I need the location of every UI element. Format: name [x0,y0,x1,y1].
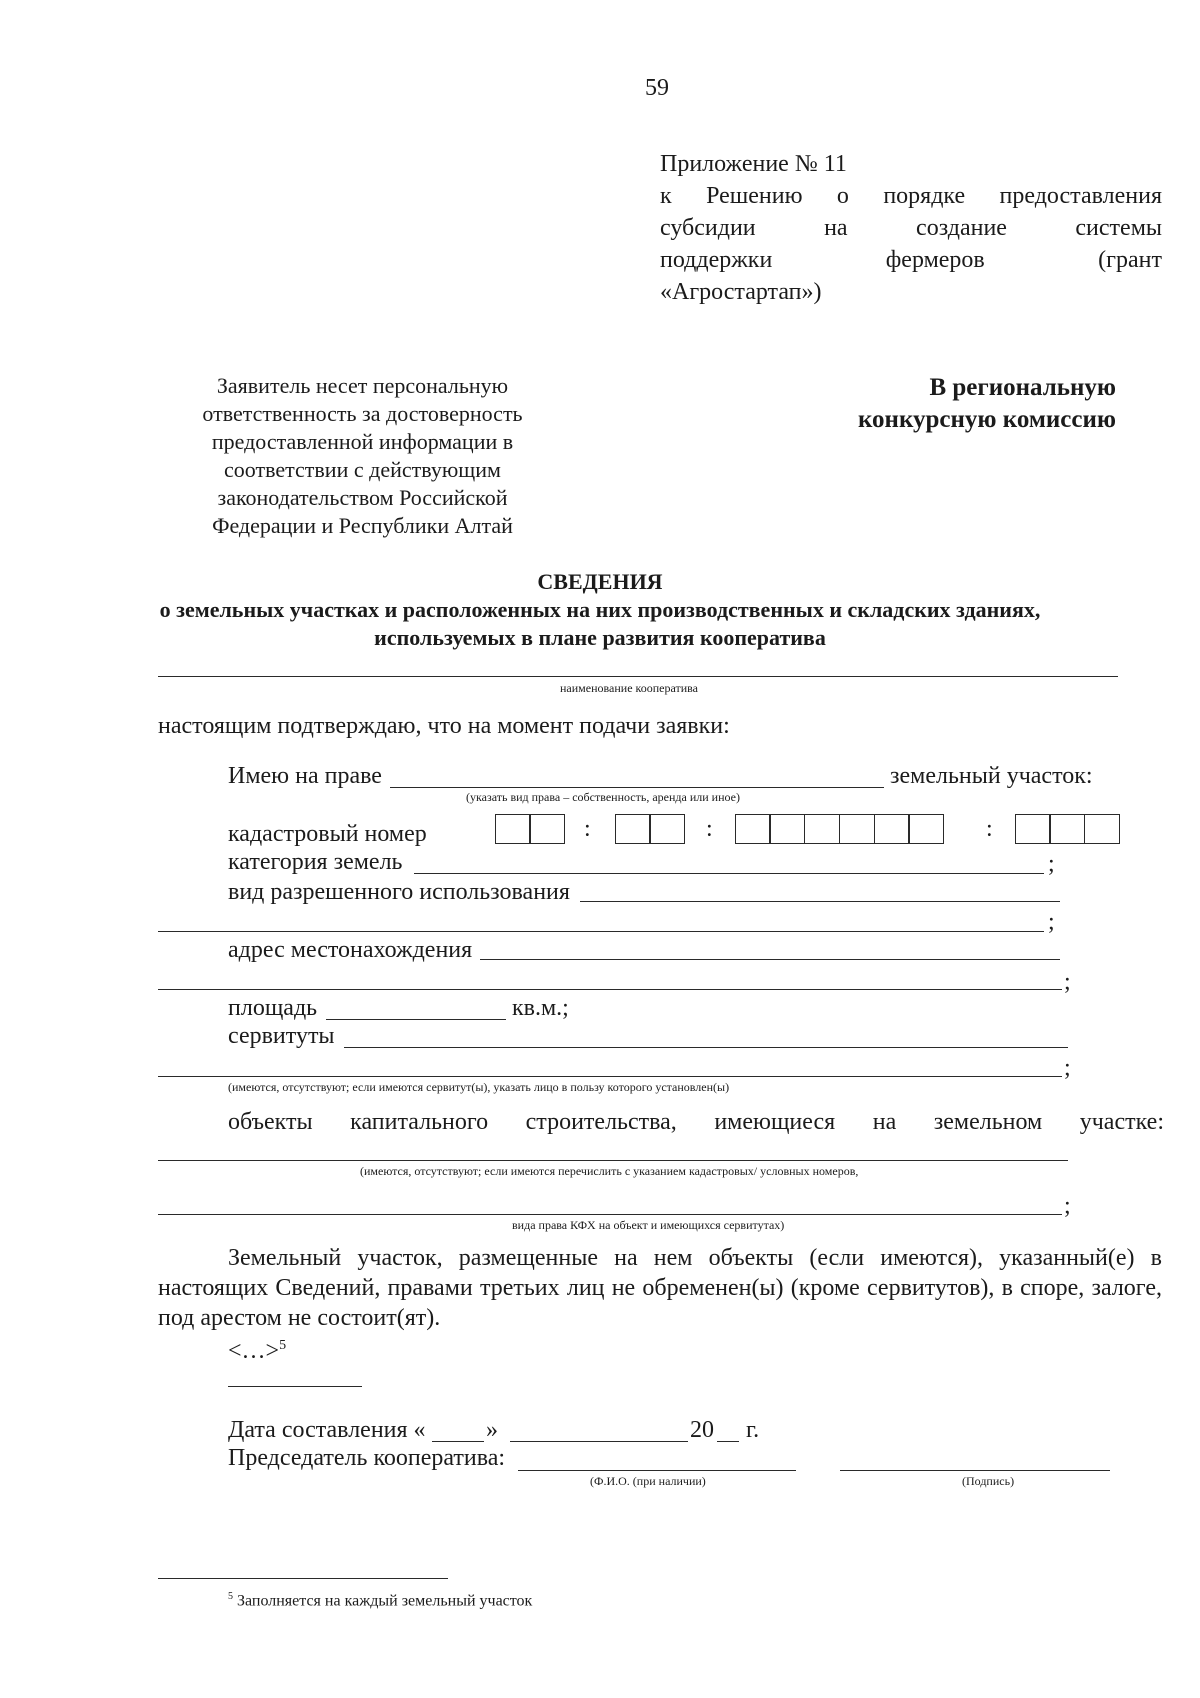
footnote-number: 5 [228,1591,233,1602]
fio-caption: (Ф.И.О. (при наличии) [590,1474,706,1488]
cadastral-cell[interactable] [529,814,565,844]
ellipsis-marker [228,1330,286,1367]
objects-word: объекты [228,1109,313,1135]
note-line: ответственность за достоверность [202,401,523,426]
chairman-name-field[interactable] [518,1470,796,1471]
responsibility-note [160,372,565,540]
ellipsis-text: <…> [228,1338,280,1364]
right-suffix: земельный участок: [890,763,1093,789]
cadastral-group-4[interactable] [1016,814,1120,844]
area-unit: кв.м.; [512,995,569,1021]
page-number: 59 [645,75,669,101]
statement-line-2: настоящих Сведений, правами третьих лиц не обременен(ы) (кроме сервитутов), в споре, залоге, [158,1275,1162,1301]
objects-word: строительства, [525,1109,677,1135]
footnote-reference: 5 [279,1338,287,1353]
address-field-continued[interactable] [158,989,1062,990]
note-line: Федерации и Республики Алтай [212,513,513,538]
objects-word: капитального [350,1109,489,1135]
date-month-field[interactable] [510,1441,688,1442]
date-year-suffix: г. [746,1417,760,1443]
servitudes-label: сервитуты [228,1023,335,1049]
date-close-quote: » [486,1417,498,1443]
land-category-field[interactable] [414,873,1044,874]
note-line: Заявитель несет персональную [216,373,509,398]
chairman-label: Председатель кооператива: [228,1445,506,1471]
objects-word: земельном [933,1109,1043,1135]
cadastral-cell[interactable] [839,814,875,844]
footnote-separator [158,1578,448,1579]
objects-field[interactable] [158,1160,1068,1161]
objects-label [228,1106,1164,1138]
objects-caption-2: вида права КФХ на объект и имеющихся сервитутах) [512,1218,785,1232]
servitudes-caption: (имеются, отсутствуют; если имеются сервитут(ы), указать лицо в пользу которого установлен(ы) [228,1080,730,1094]
cadastral-cell[interactable] [495,814,531,844]
semicolon: ; [1064,1193,1071,1219]
intro-text: настоящим подтверждаю, что на момент подачи заявки: [158,713,730,739]
right-type-field[interactable] [390,787,884,788]
statement-line-1: Земельный участок, размещенные на нем объекты (если имеются), указанный(е) в [228,1245,1162,1271]
appendix-title: Приложение № 11 [660,151,847,177]
cadastral-cell[interactable] [874,814,910,844]
semicolon: ; [1048,909,1055,935]
permitted-use-field-continued[interactable] [158,931,1044,932]
permitted-use-field[interactable] [580,901,1060,902]
right-caption: (указать вид права – собственность, аренда или иное) [466,790,740,804]
cadastral-cell[interactable] [735,814,771,844]
chairman-signature-field[interactable] [840,1470,1110,1471]
appendix-line-2: субсидии на создание системы [660,215,1162,241]
separator-line [228,1386,362,1387]
date-year-prefix: 20 [690,1417,714,1443]
semicolon: ; [1048,851,1055,877]
note-line: предоставленной информации в [211,429,514,454]
objects-caption-1: (имеются, отсутствуют; если имеются перечислить с указанием кадастровых/ условных номеров, [360,1164,859,1178]
cadastral-label: кадастровый номер [228,821,427,847]
note-line: соответствии с действующим [224,457,501,482]
note-line: законодательством Российской [217,485,508,510]
addressee-line: конкурсную комиссию [857,406,1116,433]
cadastral-group-1[interactable] [496,814,565,844]
cadastral-cell[interactable] [1015,814,1051,844]
cadastral-cell[interactable] [908,814,944,844]
right-label: Имею на праве [228,763,382,789]
land-category-label: категория земель [228,849,403,875]
appendix-line-1: к Решению о порядке предоставления [660,183,1162,209]
footnote-text: Заполняется на каждый земельный участок [237,1592,533,1610]
cadastral-group-3[interactable] [736,814,944,844]
objects-field-continued[interactable] [158,1214,1062,1215]
objects-word: имеющиеся [714,1109,836,1135]
cooperative-name-line[interactable] [158,676,1118,677]
cadastral-cell[interactable] [1049,814,1085,844]
cadastral-group-2[interactable] [616,814,685,844]
addressee-line: В региональную [929,374,1116,401]
cadastral-separator: : [584,816,591,842]
objects-word: участке: [1079,1109,1164,1135]
semicolon: ; [1064,969,1071,995]
date-label: Дата составления « [228,1417,426,1443]
signature-caption: (Подпись) [962,1474,1015,1488]
cadastral-cell[interactable] [615,814,651,844]
semicolon: ; [1064,1055,1071,1081]
appendix-line-3: поддержки фермеров (грант [660,247,1162,273]
cadastral-separator: : [706,816,713,842]
addressee [760,372,1116,436]
cadastral-number-field [0,814,1200,846]
heading-line-1: о земельных участках и расположенных на них производственных и складских зданиях, [159,597,1041,622]
area-field[interactable] [326,1019,506,1020]
objects-word: на [872,1109,897,1135]
area-label: площадь [228,995,318,1021]
cadastral-separator: : [986,816,993,842]
cadastral-cell[interactable] [804,814,840,844]
cadastral-cell[interactable] [649,814,685,844]
cooperative-name-caption: наименование кооператива [560,681,698,695]
appendix-line-4: «Агростартап») [660,279,822,305]
address-label: адрес местонахождения [228,937,473,963]
statement-line-3: под арестом не состоит(ят). [158,1305,441,1331]
permitted-use-label: вид разрешенного использования [228,879,570,905]
cadastral-cell[interactable] [769,814,805,844]
heading-line-2: используемых в плане развития кооператива [374,625,826,650]
footnote [228,1586,532,1612]
servitudes-field-continued[interactable] [158,1076,1062,1077]
heading-title: СВЕДЕНИЯ [537,569,663,594]
cadastral-cell[interactable] [1084,814,1120,844]
document-heading [0,568,1200,652]
date-year-field[interactable] [717,1441,739,1442]
address-field[interactable] [480,959,1060,960]
servitudes-field[interactable] [344,1047,1068,1048]
